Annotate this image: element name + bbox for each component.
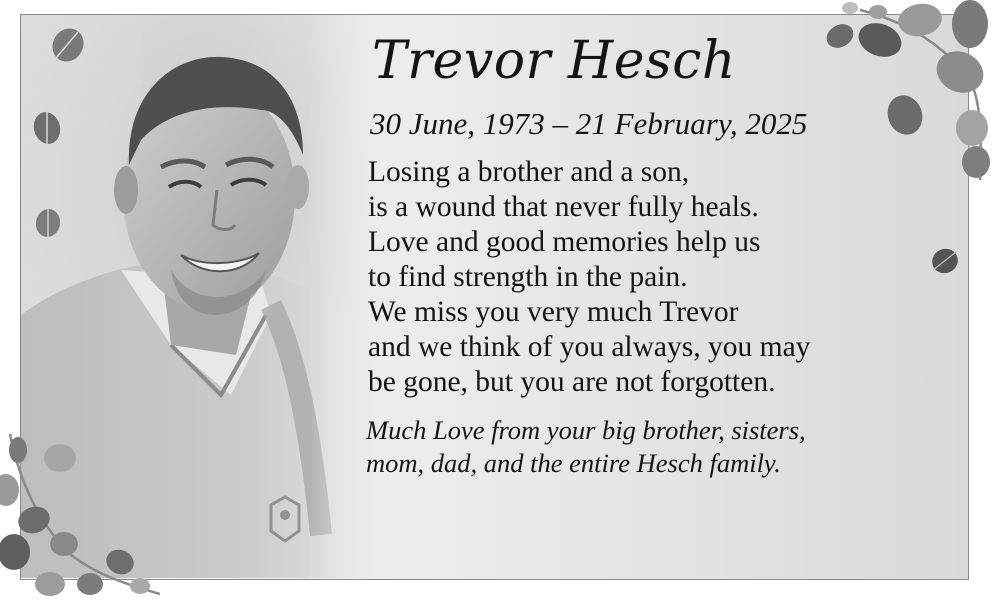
eucalyptus-leaf-icon bbox=[48, 24, 88, 66]
life-dates: 30 June, 1973 – 21 February, 2025 bbox=[370, 106, 808, 141]
verse-line: We miss you very much Trevor bbox=[368, 296, 739, 328]
memorial-verse bbox=[368, 155, 946, 400]
verse-line: is a wound that never fully heals. bbox=[368, 191, 759, 223]
eucalyptus-branch-icon bbox=[820, 0, 992, 184]
verse-line: Love and good memories help us bbox=[368, 226, 761, 258]
verse-line: be gone, but you are not forgotten. bbox=[368, 366, 776, 398]
closing-line: mom, dad, and the entire Hesch family. bbox=[366, 448, 781, 478]
eucalyptus-leaf-icon bbox=[32, 203, 64, 241]
eucalyptus-leaf-icon bbox=[30, 106, 64, 148]
eucalyptus-leaf-icon bbox=[928, 244, 962, 278]
closing-message bbox=[366, 414, 946, 480]
eucalyptus-branch-icon bbox=[0, 434, 160, 600]
closing-line: Much Love from your big brother, sisters, bbox=[366, 415, 806, 445]
verse-line: and we think of you always, you may bbox=[368, 331, 811, 363]
verse-line: Losing a brother and a son, bbox=[368, 156, 690, 188]
deceased-name: Trevor Hesch bbox=[372, 31, 736, 91]
verse-line: to find strength in the pain. bbox=[368, 261, 688, 293]
